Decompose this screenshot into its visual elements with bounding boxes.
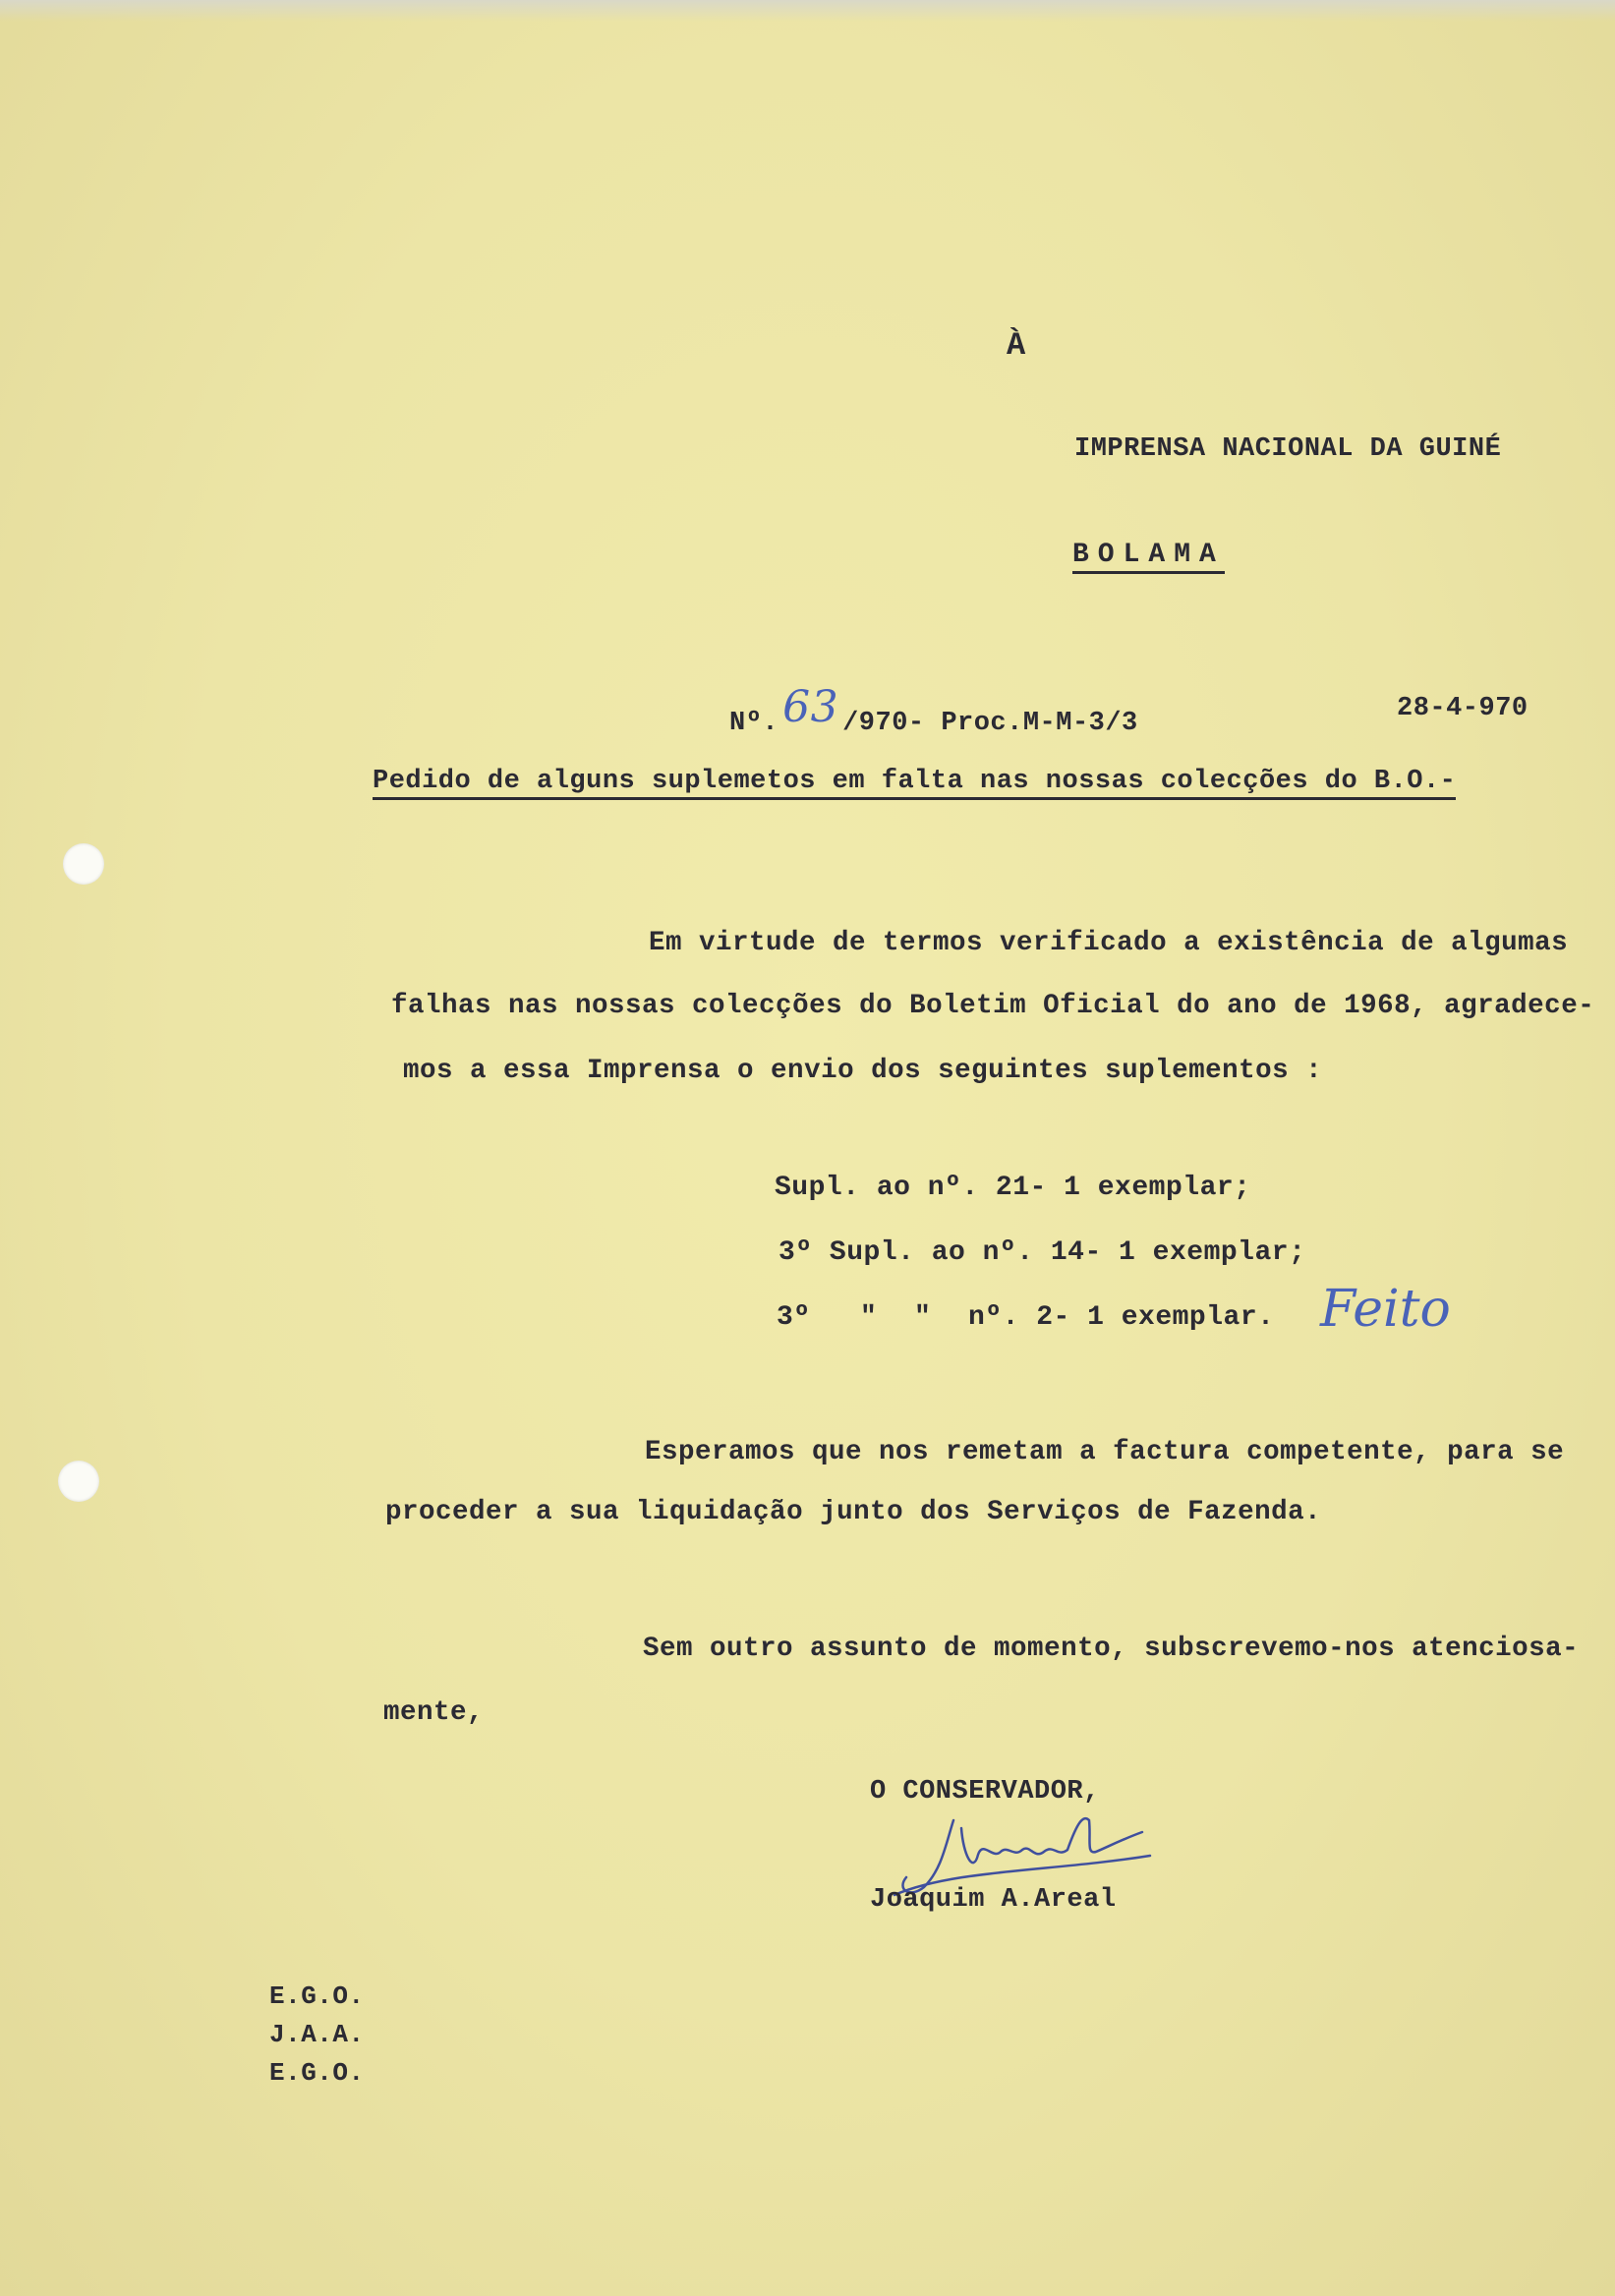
list-item-col1: 3º (777, 1302, 811, 1333)
list-item-rest: nº. 2- 1 exemplar. (968, 1302, 1275, 1333)
city: BOLAMA (1072, 540, 1225, 574)
reference-suffix: /970- Proc.M-M-3/3 (842, 709, 1138, 738)
salutation: À (1007, 327, 1026, 364)
body-p2-line1: Esperamos que nos remetam a factura competente, para se (645, 1437, 1565, 1467)
subject-text: Pedido de alguns suplemetos em falta nas nossas colecções do B.O.- (373, 767, 1456, 800)
punch-hole-top (63, 843, 104, 885)
body-p1-line2: falhas nas nossas colecções do Boletim Oficial do ano de 1968, agradece- (391, 991, 1595, 1021)
signatory-name: Joaquim A.Areal (870, 1885, 1117, 1915)
list-item: 3º Supl. ao nº. 14- 1 exemplar; (779, 1237, 1306, 1268)
body-p1-line3: mos a essa Imprensa o envio dos seguintes suplementos : (403, 1056, 1323, 1086)
reference-line (729, 682, 1138, 740)
body-p3-line1: Sem outro assunto de momento, subscrevemo-nos atenciosa- (643, 1634, 1580, 1664)
body-p2-line2: proceder a sua liquidação junto dos Serviços de Fazenda. (385, 1497, 1322, 1527)
ditto-mark: " (914, 1302, 932, 1333)
punch-hole-bottom (58, 1461, 99, 1502)
body-p1-line1: Em virtude de termos verificado a existência de algumas (649, 928, 1569, 958)
list-item: Supl. ao nº. 21- 1 exemplar; (775, 1173, 1251, 1203)
reference-prefix: Nº. (729, 709, 779, 738)
ditto-mark: " (860, 1302, 878, 1333)
signatory-title: O CONSERVADOR, (870, 1777, 1100, 1807)
letter-date: 28-4-970 (1397, 694, 1528, 723)
body-p3-line2: mente, (383, 1697, 485, 1728)
subject-line (373, 767, 1456, 796)
reference-number-handwritten: 63 (782, 682, 839, 732)
initials-line: E.G.O. (269, 1981, 365, 2011)
list-item (777, 1302, 1274, 1333)
initials-line: E.G.O. (269, 2058, 365, 2088)
handwritten-note: Feito (1320, 1280, 1451, 1339)
initials-line: J.A.A. (269, 2020, 365, 2049)
paper-top-edge (0, 0, 1615, 22)
addressee: IMPRENSA NACIONAL DA GUINÉ (1074, 434, 1502, 464)
